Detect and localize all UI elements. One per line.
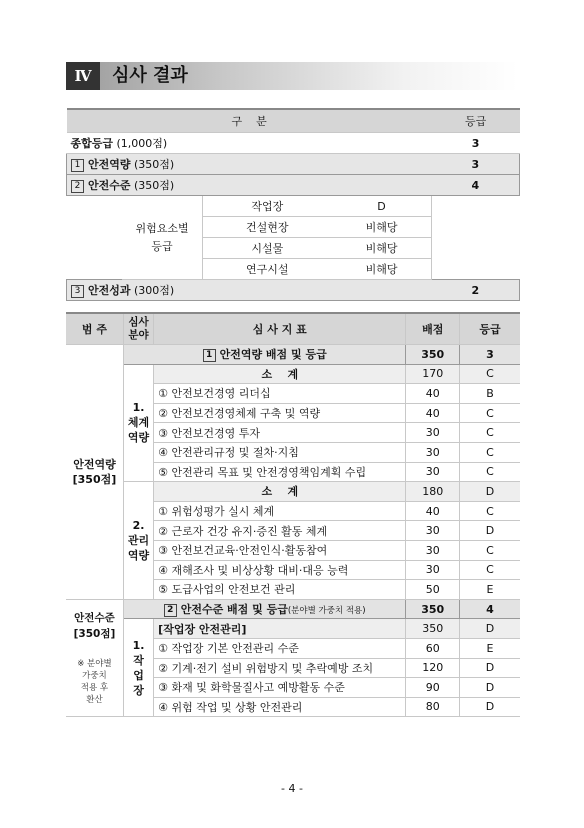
capability-title-cell — [123, 345, 406, 365]
indicator-score: 30 — [406, 540, 460, 560]
indicator-label: ③ 안전보건교육·안전인식·활동참여 — [154, 540, 406, 560]
indicator-label: ② 근로자 건강 유지·증진 활동 체계 — [154, 521, 406, 541]
risk-label-cell — [122, 196, 202, 280]
indicator-label: ⑤ 도급사업의 안전보건 관리 — [154, 580, 406, 600]
overall-points: (1,000점) — [116, 137, 168, 150]
risk-value: D — [332, 196, 432, 217]
detail-table — [66, 312, 520, 717]
level-title-row — [66, 599, 520, 619]
detail-header-category: 범 주 — [66, 313, 123, 345]
detail-header-score: 배점 — [406, 313, 460, 345]
result-points: (300점) — [134, 284, 175, 297]
indicator-score: 80 — [406, 697, 460, 717]
level-grade: 4 — [460, 599, 520, 619]
item-label: 안전수준 — [88, 179, 131, 192]
workplace-sub-row — [66, 619, 520, 639]
indicator-label: ④ 재해조사 및 비상상황 대비·대응 능력 — [154, 560, 406, 580]
item-grade: 3 — [432, 154, 520, 175]
subtotal-score: 180 — [406, 482, 460, 502]
indicator-score: 50 — [406, 580, 460, 600]
subtotal-label: 소 계 — [154, 364, 406, 384]
indicator-grade: C — [460, 462, 520, 482]
level-title: 안전수준 배점 및 등급 — [180, 603, 288, 617]
item-label: 안전역량 — [88, 158, 131, 171]
capability-title: 안전역량 배점 및 등급 — [219, 348, 327, 362]
indicator-label: ② 안전보건경영체제 구축 및 역량 — [154, 403, 406, 423]
group-field: 2. 관리 역량 — [123, 482, 153, 600]
summary-result-row — [67, 280, 520, 301]
indicator-grade: C — [460, 540, 520, 560]
summary-header-row — [67, 109, 520, 133]
indicator-label: ① 위험성평가 실시 체계 — [154, 501, 406, 521]
detail-header-row — [66, 313, 520, 345]
summary-table — [66, 108, 520, 301]
capability-title-row — [66, 345, 520, 365]
section-title: 심사 결과 — [112, 65, 188, 86]
capability-grade: 3 — [460, 345, 520, 365]
indicator-score: 40 — [406, 384, 460, 404]
item-number-box: 2 — [71, 180, 84, 193]
workplace-sub-grade: D — [460, 619, 520, 639]
result-number-box: 3 — [71, 285, 84, 298]
indicator-label: ① 안전보건경영 리더십 — [154, 384, 406, 404]
capability-category: 안전역량 [350점] — [66, 345, 123, 600]
result-label: 안전성과 — [88, 284, 131, 297]
level-score: 350 — [406, 599, 460, 619]
item-points: (350점) — [134, 158, 175, 171]
indicator-score: 60 — [406, 638, 460, 658]
indicator-grade: C — [460, 560, 520, 580]
summary-item-label-cell — [67, 154, 432, 175]
detail-header-field: 심사 분야 — [123, 313, 153, 345]
indicator-grade: E — [460, 638, 520, 658]
item-points: (350점) — [134, 179, 175, 192]
indicator-grade: D — [460, 521, 520, 541]
page-number: - 4 - — [281, 782, 303, 795]
indicator-score: 30 — [406, 442, 460, 462]
risk-name: 작업장 — [202, 196, 332, 217]
result-grade: 2 — [432, 280, 520, 301]
summary-header-category: 구 분 — [67, 109, 432, 133]
risk-grade-blank — [432, 196, 520, 280]
indicator-grade: B — [460, 384, 520, 404]
summary-item-row — [67, 175, 520, 196]
level-category: 안전수준 [350점] — [73, 611, 116, 640]
overall-label-cell — [67, 133, 432, 154]
capability-number-box: 1 — [203, 349, 216, 362]
risk-value: 비해당 — [332, 217, 432, 238]
indicator-grade: E — [460, 580, 520, 600]
indicator-label: ① 작업장 기본 안전관리 수준 — [154, 638, 406, 658]
summary-item-label-cell — [67, 175, 432, 196]
overall-label: 종합등급 — [70, 137, 114, 150]
summary-item-row — [67, 154, 520, 175]
item-number-box: 1 — [71, 159, 84, 172]
risk-name: 연구시설 — [202, 259, 332, 280]
subtotal-score: 170 — [406, 364, 460, 384]
workplace-sub-score: 350 — [406, 619, 460, 639]
indicator-score: 30 — [406, 462, 460, 482]
level-number-box: 2 — [164, 604, 177, 617]
capability-score: 350 — [406, 345, 460, 365]
item-grade: 4 — [432, 175, 520, 196]
indicator-label: ⑤ 안전관리 목표 및 안전경영책임계획 수립 — [154, 462, 406, 482]
indicator-grade: C — [460, 442, 520, 462]
indicator-label: ② 기계·전기 설비 위험방지 및 추락예방 조치 — [154, 658, 406, 678]
risk-name: 건설현장 — [202, 217, 332, 238]
indicator-grade: D — [460, 697, 520, 717]
indicator-grade: C — [460, 403, 520, 423]
indicator-grade: D — [460, 658, 520, 678]
risk-value: 비해당 — [332, 238, 432, 259]
section-number: Ⅳ — [66, 62, 100, 90]
indicator-label: ④ 위험 작업 및 상황 안전관리 — [154, 697, 406, 717]
risk-row — [67, 196, 520, 217]
indicator-grade: C — [460, 501, 520, 521]
subtotal-grade: C — [460, 364, 520, 384]
indicator-score: 90 — [406, 678, 460, 698]
group-field: 1. 체계 역량 — [123, 364, 153, 482]
subtotal-row — [66, 482, 520, 502]
level-title-cell — [123, 599, 406, 619]
subtotal-row — [66, 364, 520, 384]
risk-blank — [67, 196, 123, 280]
section-header — [66, 62, 518, 90]
workplace-field: 1. 작 업 장 — [123, 619, 153, 717]
subtotal-label: 소 계 — [154, 482, 406, 502]
indicator-score: 40 — [406, 501, 460, 521]
detail-header-grade: 등급 — [460, 313, 520, 345]
result-label-cell — [67, 280, 432, 301]
indicator-score: 30 — [406, 560, 460, 580]
indicator-grade: D — [460, 678, 520, 698]
level-note: ※ 분야별 가중치 적용 후 환산 — [77, 658, 112, 705]
detail-header-indicator: 심 사 지 표 — [154, 313, 406, 345]
subtotal-grade: D — [460, 482, 520, 502]
indicator-label: ④ 안전관리규정 및 절차·지침 — [154, 442, 406, 462]
workplace-sub-label: [작업장 안전관리] — [154, 619, 406, 639]
indicator-score: 40 — [406, 403, 460, 423]
risk-label-line1: 위험요소별 — [135, 221, 189, 235]
overall-grade: 3 — [432, 133, 520, 154]
level-category-cell — [66, 599, 123, 717]
level-title-note: (분야별 가중치 적용) — [287, 606, 366, 617]
indicator-score: 120 — [406, 658, 460, 678]
indicator-score: 30 — [406, 521, 460, 541]
indicator-label: ③ 안전보건경영 투자 — [154, 423, 406, 443]
risk-label-line2: 등급 — [151, 239, 173, 253]
indicator-grade: C — [460, 423, 520, 443]
risk-value: 비해당 — [332, 259, 432, 280]
indicator-label: ③ 화재 및 화학물질사고 예방활동 수준 — [154, 678, 406, 698]
summary-overall-row — [67, 133, 520, 154]
indicator-score: 30 — [406, 423, 460, 443]
summary-header-grade: 등급 — [432, 109, 520, 133]
risk-name: 시설물 — [202, 238, 332, 259]
